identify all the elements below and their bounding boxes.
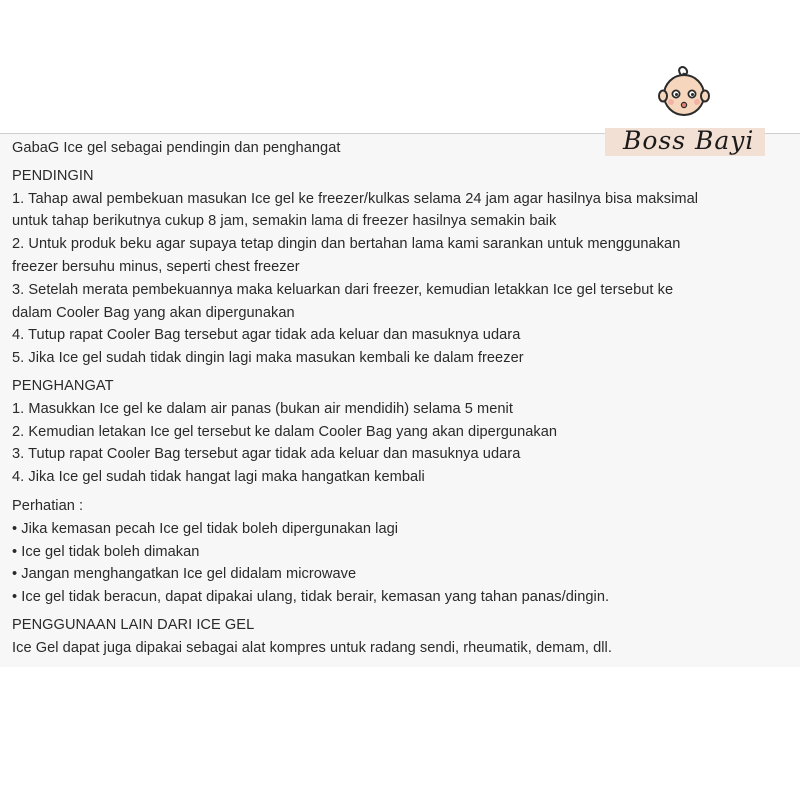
baby-face-icon xyxy=(605,65,770,135)
bullet-item: • Jika kemasan pecah Ice gel tidak boleh dipergunakan lagi xyxy=(12,520,399,537)
text-line: 1. Tahap awal pembekuan masukan Ice gel ke freezer/kulkas selama 24 jam agar hasilnya bisa maksimal xyxy=(12,190,699,207)
text-line: 4. Tutup rapat Cooler Bag tersebut agar tidak ada keluar dan masuknya udara xyxy=(12,327,521,344)
text-line: freezer bersuhu minus, seperti chest freezer xyxy=(12,258,300,275)
document-title: GabaG Ice gel sebagai pendingin dan penghangat xyxy=(12,140,341,156)
logo-text: Boss Bayi xyxy=(623,126,755,155)
section-heading-penggunaan-lain: PENGGUNAAN LAIN DARI ICE GEL xyxy=(12,616,255,633)
text-line: 4. Jika Ice gel sudah tidak hangat lagi maka hangatkan kembali xyxy=(12,469,425,486)
bullet-item: • Ice gel tidak boleh dimakan xyxy=(12,543,200,560)
boss-bayi-logo xyxy=(605,65,770,165)
text-line: dalam Cooler Bag yang akan dipergunakan xyxy=(12,304,295,321)
section-heading-penghangat: PENGHANGAT xyxy=(12,377,114,394)
text-line: Ice Gel dapat juga dipakai sebagai alat kompres untuk radang sendi, rheumatik, demam, dll. xyxy=(12,639,612,656)
text-line: 1. Masukkan Ice gel ke dalam air panas (bukan air mendidih) selama 5 menit xyxy=(12,400,513,417)
section-heading-pendingin: PENDINGIN xyxy=(12,167,94,184)
bullet-item: • Ice gel tidak beracun, dapat dipakai ulang, tidak berair, kemasan yang tahan panas/dingin. xyxy=(12,589,610,606)
text-line: 2. Kemudian letakan Ice gel tersebut ke dalam Cooler Bag yang akan dipergunakan xyxy=(12,423,558,440)
text-line: 3. Tutup rapat Cooler Bag tersebut agar tidak ada keluar dan masuknya udara xyxy=(12,446,521,463)
logo-wordmark xyxy=(605,128,765,156)
document-body xyxy=(12,137,792,660)
bullet-item: • Jangan menghangatkan Ice gel didalam microwave xyxy=(12,566,357,583)
text-line: 2. Untuk produk beku agar supaya tetap dingin dan bertahan lama kami sarankan untuk menggunakan xyxy=(12,236,681,253)
section-heading-perhatian: Perhatian : xyxy=(12,497,84,514)
text-line: 5. Jika Ice gel sudah tidak dingin lagi maka masukan kembali ke dalam freezer xyxy=(12,350,524,367)
text-line: untuk tahap berikutnya cukup 8 jam, semakin lama di freezer hasilnya semakin baik xyxy=(12,213,557,230)
text-line: 3. Setelah merata pembekuannya maka keluarkan dari freezer, kemudian letakkan Ice gel tersebut ke xyxy=(12,281,674,298)
